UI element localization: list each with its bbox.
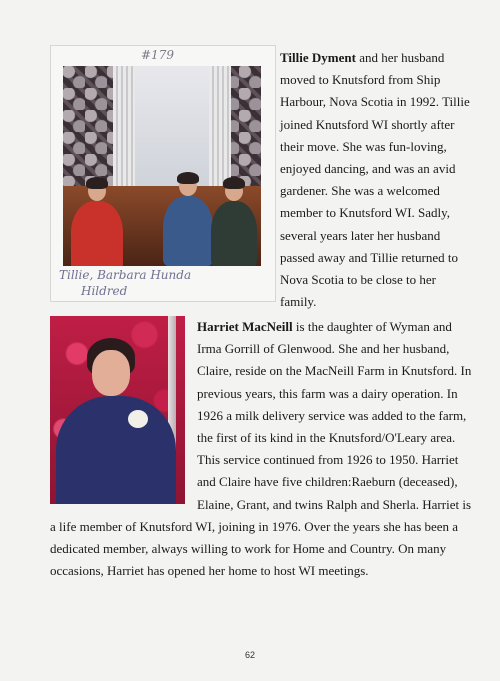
page-number: 62: [244, 650, 255, 660]
text-line: previous years, this farm was a dairy operation. In: [197, 385, 458, 401]
text-line: moved to Knutsford from Ship: [280, 72, 441, 88]
text-line: Elaine, Grant, and twins Ralph and Sherla. Harriet is: [197, 496, 472, 512]
text-line: several years later her husband: [280, 227, 441, 243]
text-line: and Claire have five children:Raeburn (deceased),: [197, 474, 458, 490]
harriet-macneill-paragraph-continued: [50, 516, 492, 583]
person-name: Harriet MacNeill: [197, 319, 293, 334]
harriet-macneill-paragraph: [197, 316, 489, 516]
text-line: 1926 a milk delivery service was added to the farm,: [197, 407, 467, 423]
text-line: the first of its kind in the Knutsford/O'Leary area.: [197, 430, 456, 446]
person-name: Tillie Dyment: [280, 50, 356, 65]
photo-tillie-dyment-group: [50, 45, 276, 302]
text-line: joined Knutsford WI shortly after: [280, 116, 455, 132]
text-line: their move. She was fun-loving,: [280, 138, 447, 154]
text-line: This service continued from 1926 to 1950. Harriet: [197, 452, 459, 468]
tillie-dyment-paragraph: [280, 47, 480, 313]
text-line: enjoyed dancing, and was an avid: [280, 161, 456, 177]
text-line: a life member of Knutsford WI, joining in 1976. Over the years she has been a: [50, 519, 459, 534]
handwritten-photo-number: #179: [141, 48, 174, 62]
text-line: Nova Scotia to be close to her: [280, 272, 436, 288]
text-line: member to Knutsford WI. Sadly,: [280, 205, 451, 221]
photo-harriet-macneill-portrait: [50, 316, 185, 504]
text-line: is the daughter of Wyman and: [292, 319, 452, 334]
text-line: passed away and Tillie returned to: [280, 249, 458, 265]
handwritten-caption-names-2: Hildred: [81, 284, 128, 298]
photo-image: [63, 66, 261, 266]
text-line: Harbour, Nova Scotia in 1992. Tillie: [280, 94, 470, 110]
text-line: dedicated member, always willing to work for Home and Country. On many: [50, 541, 447, 557]
text-line: Claire, reside on the MacNeill Farm in Knutsford. In: [197, 363, 472, 379]
handwritten-caption-names: Tillie, Barbara Hunda: [59, 268, 192, 282]
text-line: Irma Gorrill of Glenwood. She and her husband,: [197, 341, 450, 357]
text-line: occasions, Harriet has opened her home to host WI meetings.: [50, 563, 369, 579]
text-line: and her husband: [355, 50, 445, 65]
text-line: family.: [280, 294, 317, 310]
text-line: gardener. She was a welcomed: [280, 183, 440, 199]
